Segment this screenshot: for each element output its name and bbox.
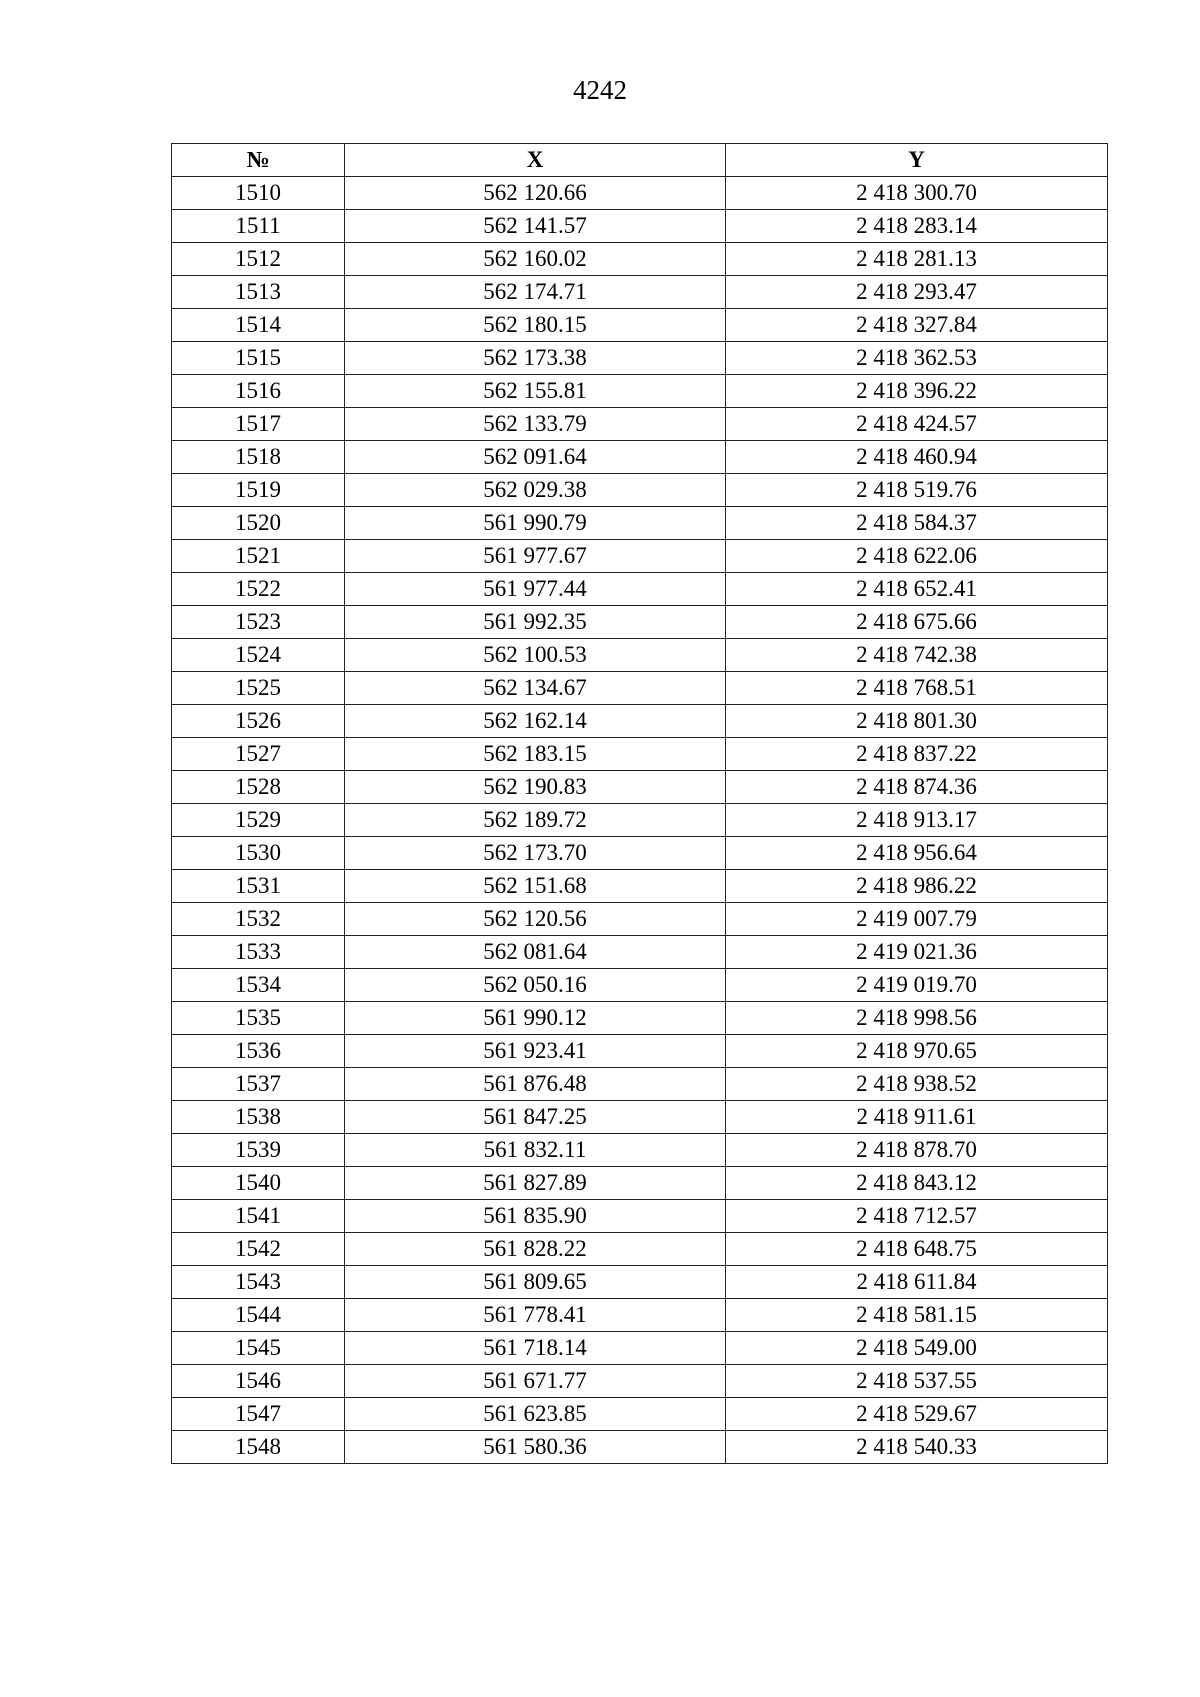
- cell-x: 562 029.38: [345, 474, 726, 507]
- table-row: [172, 342, 1108, 375]
- cell-number: 1532: [172, 903, 345, 936]
- table-body: [172, 177, 1108, 1464]
- header-number: №: [172, 144, 345, 177]
- table-row: [172, 1431, 1108, 1464]
- cell-number: 1535: [172, 1002, 345, 1035]
- cell-number: 1517: [172, 408, 345, 441]
- cell-y: 2 418 622.06: [726, 540, 1108, 573]
- cell-x: 562 100.53: [345, 639, 726, 672]
- cell-number: 1513: [172, 276, 345, 309]
- cell-number: 1533: [172, 936, 345, 969]
- cell-y: 2 418 529.67: [726, 1398, 1108, 1431]
- header-y: Y: [726, 144, 1108, 177]
- table-row: [172, 705, 1108, 738]
- cell-number: 1521: [172, 540, 345, 573]
- cell-y: 2 418 913.17: [726, 804, 1108, 837]
- cell-y: 2 418 801.30: [726, 705, 1108, 738]
- cell-y: 2 418 581.15: [726, 1299, 1108, 1332]
- table-row: [172, 408, 1108, 441]
- cell-number: 1545: [172, 1332, 345, 1365]
- cell-x: 561 876.48: [345, 1068, 726, 1101]
- cell-x: 561 827.89: [345, 1167, 726, 1200]
- cell-number: 1534: [172, 969, 345, 1002]
- cell-y: 2 418 362.53: [726, 342, 1108, 375]
- table-row: [172, 243, 1108, 276]
- table-row: [172, 507, 1108, 540]
- table-row: [172, 1365, 1108, 1398]
- cell-y: 2 418 424.57: [726, 408, 1108, 441]
- cell-x: 562 173.38: [345, 342, 726, 375]
- table-row: [172, 1233, 1108, 1266]
- cell-x: 562 174.71: [345, 276, 726, 309]
- cell-x: 562 162.14: [345, 705, 726, 738]
- cell-y: 2 419 007.79: [726, 903, 1108, 936]
- table-row: [172, 177, 1108, 210]
- cell-y: 2 418 675.66: [726, 606, 1108, 639]
- cell-number: 1539: [172, 1134, 345, 1167]
- cell-number: 1529: [172, 804, 345, 837]
- table-row: [172, 969, 1108, 1002]
- table-row: [172, 1167, 1108, 1200]
- cell-y: 2 418 986.22: [726, 870, 1108, 903]
- cell-y: 2 418 460.94: [726, 441, 1108, 474]
- table-row: [172, 375, 1108, 408]
- cell-number: 1543: [172, 1266, 345, 1299]
- table-row: [172, 870, 1108, 903]
- cell-y: 2 418 519.76: [726, 474, 1108, 507]
- cell-number: 1530: [172, 837, 345, 870]
- table-row: [172, 276, 1108, 309]
- cell-y: 2 418 712.57: [726, 1200, 1108, 1233]
- cell-x: 561 977.67: [345, 540, 726, 573]
- table-row: [172, 672, 1108, 705]
- coordinates-table: [171, 143, 1108, 1464]
- table-row: [172, 1299, 1108, 1332]
- cell-y: 2 419 021.36: [726, 936, 1108, 969]
- table-row: [172, 738, 1108, 771]
- table-row: [172, 1068, 1108, 1101]
- table-row: [172, 573, 1108, 606]
- cell-number: 1512: [172, 243, 345, 276]
- cell-x: 561 923.41: [345, 1035, 726, 1068]
- cell-y: 2 418 537.55: [726, 1365, 1108, 1398]
- table-row: [172, 1332, 1108, 1365]
- table-row: [172, 540, 1108, 573]
- table-row: [172, 606, 1108, 639]
- table-row: [172, 837, 1108, 870]
- cell-x: 562 120.56: [345, 903, 726, 936]
- table-row: [172, 210, 1108, 243]
- cell-x: 561 835.90: [345, 1200, 726, 1233]
- cell-number: 1519: [172, 474, 345, 507]
- cell-number: 1515: [172, 342, 345, 375]
- cell-y: 2 419 019.70: [726, 969, 1108, 1002]
- cell-y: 2 418 293.47: [726, 276, 1108, 309]
- cell-x: 561 778.41: [345, 1299, 726, 1332]
- table-row: [172, 441, 1108, 474]
- cell-x: 562 180.15: [345, 309, 726, 342]
- cell-y: 2 418 300.70: [726, 177, 1108, 210]
- cell-number: 1544: [172, 1299, 345, 1332]
- cell-x: 561 847.25: [345, 1101, 726, 1134]
- cell-y: 2 418 396.22: [726, 375, 1108, 408]
- table-row: [172, 639, 1108, 672]
- cell-y: 2 418 281.13: [726, 243, 1108, 276]
- cell-number: 1525: [172, 672, 345, 705]
- cell-x: 561 623.85: [345, 1398, 726, 1431]
- cell-y: 2 418 843.12: [726, 1167, 1108, 1200]
- cell-x: 562 190.83: [345, 771, 726, 804]
- table-row: [172, 903, 1108, 936]
- cell-x: 561 990.12: [345, 1002, 726, 1035]
- cell-x: 562 120.66: [345, 177, 726, 210]
- cell-x: 561 990.79: [345, 507, 726, 540]
- cell-number: 1537: [172, 1068, 345, 1101]
- cell-y: 2 418 611.84: [726, 1266, 1108, 1299]
- cell-x: 561 992.35: [345, 606, 726, 639]
- cell-y: 2 418 549.00: [726, 1332, 1108, 1365]
- table-row: [172, 1101, 1108, 1134]
- cell-x: 562 134.67: [345, 672, 726, 705]
- cell-x: 561 718.14: [345, 1332, 726, 1365]
- table-header: [172, 144, 1108, 177]
- cell-number: 1538: [172, 1101, 345, 1134]
- cell-x: 562 160.02: [345, 243, 726, 276]
- table-row: [172, 1002, 1108, 1035]
- cell-number: 1511: [172, 210, 345, 243]
- table-row: [172, 1200, 1108, 1233]
- cell-y: 2 418 652.41: [726, 573, 1108, 606]
- cell-x: 561 580.36: [345, 1431, 726, 1464]
- header-row: [172, 144, 1108, 177]
- cell-number: 1548: [172, 1431, 345, 1464]
- cell-number: 1520: [172, 507, 345, 540]
- cell-x: 561 671.77: [345, 1365, 726, 1398]
- cell-number: 1528: [172, 771, 345, 804]
- cell-y: 2 418 878.70: [726, 1134, 1108, 1167]
- cell-number: 1547: [172, 1398, 345, 1431]
- cell-x: 561 832.11: [345, 1134, 726, 1167]
- cell-number: 1536: [172, 1035, 345, 1068]
- cell-number: 1527: [172, 738, 345, 771]
- cell-number: 1542: [172, 1233, 345, 1266]
- table-row: [172, 474, 1108, 507]
- cell-number: 1522: [172, 573, 345, 606]
- cell-x: 561 809.65: [345, 1266, 726, 1299]
- cell-y: 2 418 648.75: [726, 1233, 1108, 1266]
- table-row: [172, 1035, 1108, 1068]
- cell-x: 562 189.72: [345, 804, 726, 837]
- header-x: X: [345, 144, 726, 177]
- cell-number: 1546: [172, 1365, 345, 1398]
- cell-y: 2 418 970.65: [726, 1035, 1108, 1068]
- table-row: [172, 1266, 1108, 1299]
- cell-x: 562 091.64: [345, 441, 726, 474]
- cell-x: 562 141.57: [345, 210, 726, 243]
- cell-number: 1523: [172, 606, 345, 639]
- cell-x: 562 151.68: [345, 870, 726, 903]
- cell-y: 2 418 998.56: [726, 1002, 1108, 1035]
- cell-number: 1516: [172, 375, 345, 408]
- cell-y: 2 418 742.38: [726, 639, 1108, 672]
- cell-y: 2 418 837.22: [726, 738, 1108, 771]
- cell-x: 562 050.16: [345, 969, 726, 1002]
- cell-x: 561 828.22: [345, 1233, 726, 1266]
- cell-y: 2 418 283.14: [726, 210, 1108, 243]
- cell-y: 2 418 584.37: [726, 507, 1108, 540]
- cell-y: 2 418 540.33: [726, 1431, 1108, 1464]
- cell-x: 562 173.70: [345, 837, 726, 870]
- table-row: [172, 804, 1108, 837]
- cell-y: 2 418 956.64: [726, 837, 1108, 870]
- cell-x: 562 183.15: [345, 738, 726, 771]
- cell-x: 562 155.81: [345, 375, 726, 408]
- cell-x: 561 977.44: [345, 573, 726, 606]
- cell-x: 562 081.64: [345, 936, 726, 969]
- cell-y: 2 418 911.61: [726, 1101, 1108, 1134]
- cell-y: 2 418 768.51: [726, 672, 1108, 705]
- cell-y: 2 418 874.36: [726, 771, 1108, 804]
- cell-number: 1514: [172, 309, 345, 342]
- cell-number: 1524: [172, 639, 345, 672]
- cell-number: 1518: [172, 441, 345, 474]
- cell-y: 2 418 938.52: [726, 1068, 1108, 1101]
- cell-x: 562 133.79: [345, 408, 726, 441]
- cell-number: 1541: [172, 1200, 345, 1233]
- cell-number: 1526: [172, 705, 345, 738]
- cell-number: 1510: [172, 177, 345, 210]
- table-row: [172, 1134, 1108, 1167]
- table-row: [172, 1398, 1108, 1431]
- table-row: [172, 936, 1108, 969]
- cell-number: 1540: [172, 1167, 345, 1200]
- table-row: [172, 771, 1108, 804]
- cell-y: 2 418 327.84: [726, 309, 1108, 342]
- cell-number: 1531: [172, 870, 345, 903]
- table-row: [172, 309, 1108, 342]
- page-number: 4242: [573, 75, 627, 105]
